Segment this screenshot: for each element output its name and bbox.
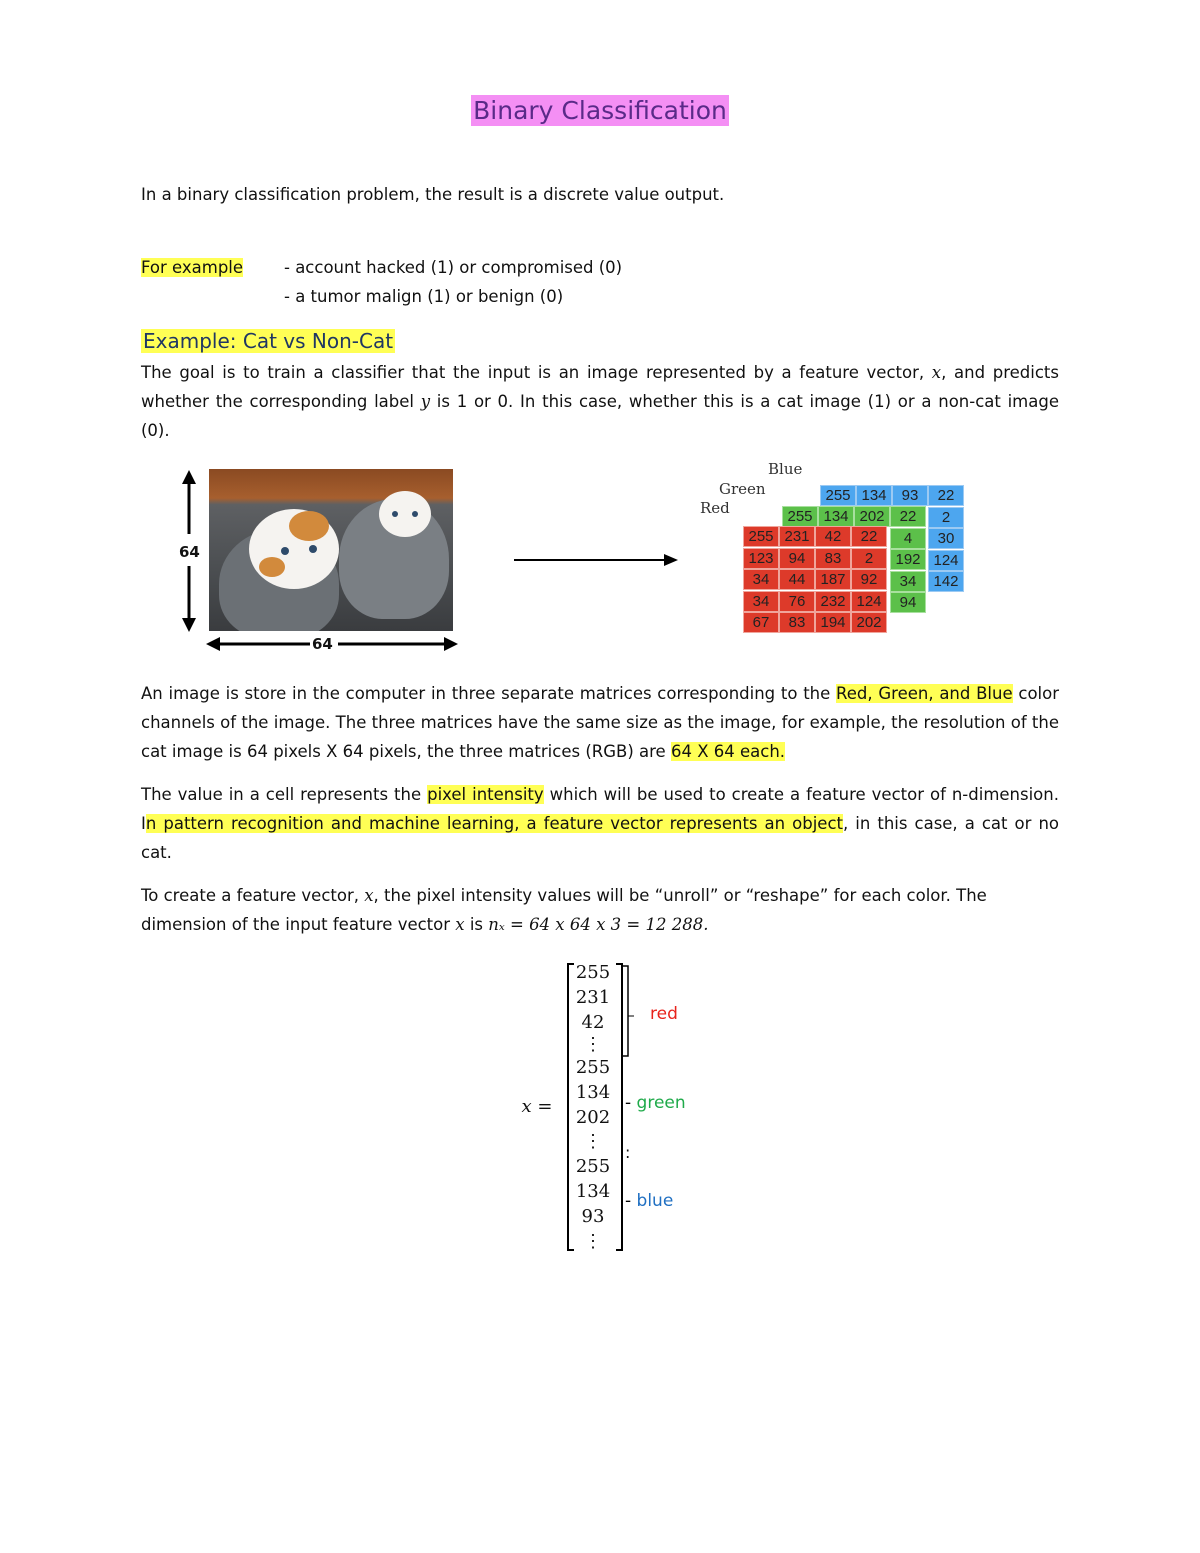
red-matrix-cell: 231: [779, 526, 815, 547]
ellipsis-mark: :: [625, 1143, 631, 1162]
text-run: The value in a cell represents the: [141, 785, 428, 804]
highlight-rgb: Red, Green, and Blue: [836, 684, 1013, 703]
highlight-size: 64 X 64 each.: [670, 742, 786, 761]
blue-label-text: blue: [636, 1191, 674, 1211]
examples-label: [141, 253, 243, 282]
page-title-text: Binary Classification: [473, 96, 727, 125]
text-run: is 1 or 0. In this case, whether this is a cat image (1) or a non-cat image (0).: [141, 392, 1059, 440]
kitten-eye: [281, 547, 289, 555]
vector-entry: 255: [575, 1156, 611, 1177]
text-run: , and predicts whether the corresponding label: [141, 363, 1059, 411]
green-channel-label: Green: [719, 480, 766, 498]
red-matrix-cell: 34: [743, 569, 779, 590]
math-x: x: [931, 363, 942, 382]
cat-image: [209, 469, 453, 631]
highlight-intensity: pixel intensity: [427, 785, 544, 804]
width-label: 64: [312, 635, 333, 653]
intensity-paragraph: [141, 780, 1059, 867]
math-y: y: [420, 392, 431, 411]
intro-paragraph: In a binary classification problem, the result is a discrete value output.: [141, 185, 725, 204]
text-run: The goal is to train a classifier that the input is an image represented by a feature vector,: [141, 363, 932, 382]
vector-entry: 202: [575, 1107, 611, 1128]
kitten-head: [379, 491, 431, 537]
transform-arrow: [510, 550, 685, 570]
red-matrix-cell: 42: [815, 526, 851, 547]
vector-entry: 134: [575, 1082, 611, 1103]
vector-entry: 255: [575, 962, 611, 983]
blue-matrix-cell: 2: [928, 507, 964, 528]
green-matrix-cell: 192: [890, 549, 926, 570]
examples-label-text: For example: [141, 258, 244, 277]
blue-channel-label: Blue: [768, 460, 803, 478]
red-matrix-cell: 83: [779, 612, 815, 633]
kitten-eye: [412, 511, 418, 517]
red-matrix-cell: 92: [851, 569, 887, 590]
example-item: - account hacked (1) or compromised (0): [284, 258, 623, 277]
fur-patch: [259, 557, 285, 577]
green-matrix-cell: 22: [890, 506, 926, 527]
fur-patch: [289, 511, 329, 541]
red-matrix-cell: 76: [779, 591, 815, 612]
red-matrix-cell: 44: [779, 569, 815, 590]
red-label-text: red: [650, 1004, 678, 1024]
text-run: , the pixel intensity values will be “unroll” or “reshape” for each color. The dimension of the input feature vector: [141, 886, 987, 934]
red-matrix-cell: 94: [779, 548, 815, 569]
vector-entry: ⋮: [584, 1231, 602, 1252]
text-run: To create a feature vector,: [141, 886, 365, 905]
kitten-eye: [309, 545, 317, 553]
dimension-formula: nₓ = 64 x 64 x 3 = 12 288.: [488, 915, 709, 934]
vector-entry: 134: [575, 1181, 611, 1202]
vector-label-green: - green: [625, 1093, 686, 1113]
vector-entry: 42: [581, 1012, 605, 1033]
text-run: An image is store in the computer in three separate matrices corresponding to the: [141, 684, 837, 703]
examples-list: [284, 253, 622, 311]
math-x: x: [364, 886, 374, 905]
green-matrix-cell: 255: [782, 506, 818, 527]
rgb-paragraph: [141, 679, 1059, 766]
green-matrix-cell: 4: [890, 528, 926, 549]
vector-entry: ⋮: [584, 1034, 602, 1055]
red-matrix-cell: 67: [743, 612, 779, 633]
green-matrix-cell: 34: [890, 571, 926, 592]
red-matrix-cell: 202: [851, 612, 887, 633]
vector-entry: 255: [575, 1057, 611, 1078]
red-matrix-cell: 83: [815, 548, 851, 569]
blue-matrix-cell: 22: [928, 485, 964, 506]
green-matrix-cell: 94: [890, 592, 926, 613]
vector-entry: ⋮: [584, 1131, 602, 1152]
unroll-paragraph: [141, 881, 1059, 939]
red-matrix-cell: 124: [851, 591, 887, 612]
highlight-feature-vector: n pattern recognition and machine learning, a feature vector represents an object: [145, 814, 844, 833]
vector-label-blue: - blue: [625, 1191, 674, 1211]
red-matrix-cell: 123: [743, 548, 779, 569]
red-matrix-cell: 34: [743, 591, 779, 612]
red-matrix-cell: 232: [815, 591, 851, 612]
section-heading-text: Example: Cat vs Non-Cat: [143, 329, 394, 353]
height-label: 64: [179, 543, 200, 561]
vector-label-red: [650, 1004, 678, 1024]
goal-paragraph: [141, 358, 1059, 445]
green-label-text: green: [636, 1093, 686, 1113]
red-matrix-cell: 194: [815, 612, 851, 633]
text-run: is: [464, 915, 489, 934]
blue-matrix-cell: 134: [856, 485, 892, 506]
section-heading: [141, 327, 1059, 357]
red-matrix-cell: 22: [851, 526, 887, 547]
text-run: which will be used to create a feature vector of n-dimension. I: [141, 785, 1059, 833]
blue-matrix-cell: 255: [820, 485, 856, 506]
blue-matrix-cell: 124: [928, 550, 964, 571]
kitten-eye: [392, 511, 398, 517]
red-matrix-cell: 2: [851, 548, 887, 569]
blue-matrix-cell: 30: [928, 528, 964, 549]
text-run: color channels of the image. The three matrices have the same size as the image, for example, the resolution of the cat image is 64 pixels X 64 pixels, the three matrices (RGB) are: [141, 684, 1059, 761]
blue-matrix-cell: 93: [892, 485, 928, 506]
green-matrix-cell: 202: [854, 506, 890, 527]
math-x: x: [455, 915, 465, 934]
green-matrix-cell: 134: [818, 506, 854, 527]
page-title: [0, 96, 1200, 125]
vector-entry: 231: [575, 987, 611, 1008]
vector-entry: 93: [581, 1206, 605, 1227]
red-matrix-cell: 255: [743, 526, 779, 547]
blue-matrix-cell: 142: [928, 571, 964, 592]
text-run: , in this case, a cat or no cat.: [141, 814, 1060, 862]
red-matrix-cell: 187: [815, 569, 851, 590]
example-item: - a tumor malign (1) or benign (0): [284, 287, 564, 306]
red-channel-label: Red: [700, 499, 730, 517]
vector-lhs: x =: [521, 1096, 553, 1117]
